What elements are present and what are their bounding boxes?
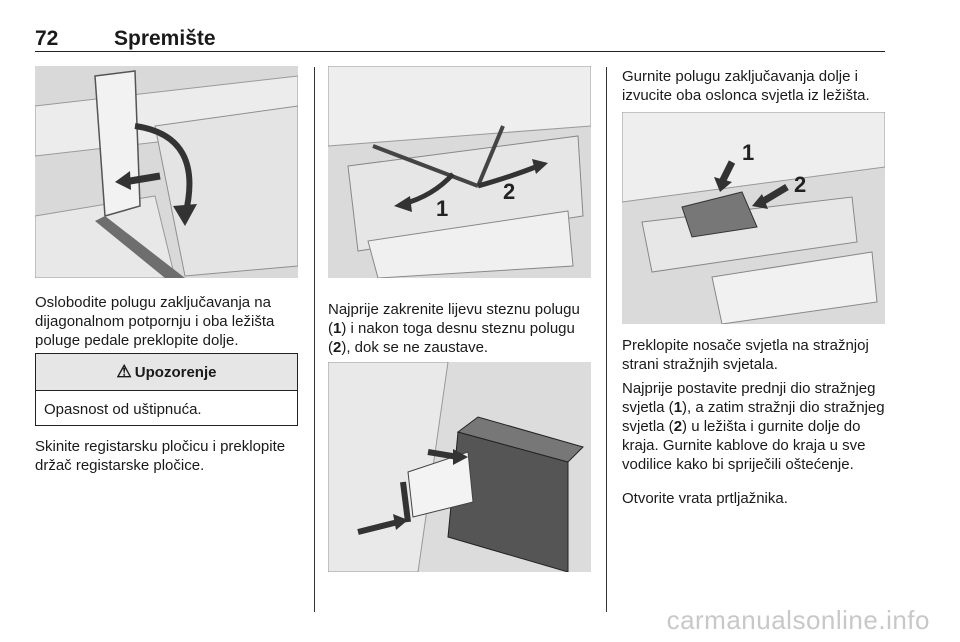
figure-light-support — [328, 362, 591, 572]
watermark: carmanualsonline.info — [666, 605, 930, 635]
page-title: Spremište — [114, 27, 216, 50]
figure-callout-2: 2 — [503, 179, 516, 204]
warning-header — [36, 354, 297, 391]
figure-diagonal-strut — [35, 66, 298, 278]
text-part: ) u ležišta i gurnite dolje do kraja. Gurnite kablove do kraja u sve vodilice kako bi spriječili oštećenje. — [622, 418, 866, 473]
ref-number-1: 1 — [673, 399, 683, 416]
instruction-turn-levers — [328, 300, 598, 357]
ref-number-1: 1 — [333, 320, 342, 337]
warning-triangle-icon: ⚠ — [116, 362, 132, 381]
figure-clamping-levers — [328, 66, 591, 278]
text-part: ) i nakon toga desnu steznu polugu ( — [328, 320, 575, 356]
header-rule — [35, 51, 885, 52]
figure-callout-1: 1 — [742, 140, 755, 165]
figure-callout-1: 1 — [436, 196, 449, 221]
figure-light-supports — [622, 112, 885, 324]
instruction-open-tailgate: Otvorite vrata prtljažnika. — [622, 490, 788, 507]
page-number: 72 — [35, 27, 59, 50]
instruction-fold-holders: Preklopite nosače svjetla na stražnjoj strani stražnjih svjetala. — [622, 337, 869, 373]
text-part: ), dok se ne zaustave. — [341, 339, 489, 356]
warning-text: Opasnost od uštipnuća. — [44, 401, 202, 418]
text-part: Najprije postavite prednji dio stražnjeg svjetla ( — [622, 380, 876, 416]
warning-box — [35, 353, 298, 426]
ref-number-2: 2 — [673, 418, 683, 435]
instruction-release-lever: Oslobodite polugu zaključavanja na dijagonalnom potpornju i oba ležišta poluge pedale preklopite dolje. — [35, 294, 275, 349]
instruction-push-lock-lever: Gurnite polugu zaključavanja dolje i izvucite oba oslonca svjetla iz ležišta. — [622, 68, 870, 104]
instruction-remove-plate: Skinite registarsku pločicu i preklopite držač registarske pločice. — [35, 438, 286, 474]
column-divider-1 — [314, 67, 315, 612]
text-part: Najprije zakrenite lijevu steznu polugu ( — [328, 301, 580, 337]
text-part: ), a zatim stražnji dio stražnjeg svjetla ( — [622, 399, 885, 435]
warning-title: Upozorenje — [134, 363, 217, 381]
ref-number-2: 2 — [333, 339, 342, 356]
column-divider-2 — [606, 67, 607, 612]
instruction-insert-light — [622, 379, 892, 474]
figure-callout-2: 2 — [794, 172, 807, 197]
